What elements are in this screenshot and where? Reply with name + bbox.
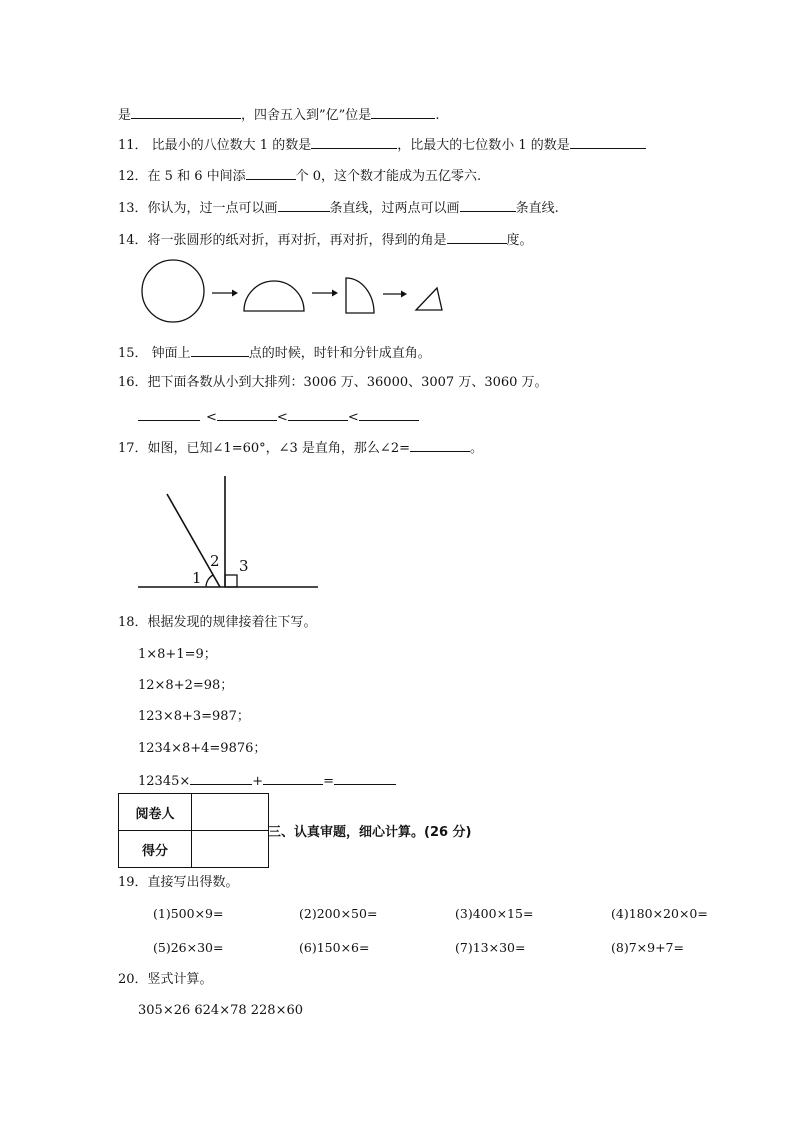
q16-line <box>118 374 548 392</box>
calc-item-2: (2)200×50= <box>299 906 378 921</box>
calc-item-6: (6)150×6= <box>299 940 370 955</box>
q19-line <box>118 874 239 892</box>
q18-row-3: 123×8+3=987； <box>138 709 250 724</box>
q16-lt-3: < <box>347 410 359 425</box>
q13-text-3: 条直线. <box>515 201 559 216</box>
q18-blank-2[interactable] <box>263 771 323 785</box>
right-angle-mark <box>225 575 237 587</box>
angle-label-2: 2 <box>210 552 220 570</box>
q16-blank-1[interactable] <box>138 407 200 421</box>
q16-order-row <box>138 407 419 427</box>
calc-item-7: (7)13×30= <box>455 940 526 955</box>
reviewer-cell[interactable] <box>192 794 269 831</box>
q20-line <box>118 971 213 989</box>
q19-text-1: 19．直接写出得数。 <box>118 875 239 890</box>
q17-line <box>118 438 483 458</box>
q18-blank-1[interactable] <box>190 771 252 785</box>
arrow-icon-1 <box>212 290 238 297</box>
q17-text-1: 17．如图，已知∠1=60°，∠3 是直角，那么∠2= <box>118 441 410 456</box>
q16-lt-1: < <box>206 410 217 425</box>
q10-blank-1[interactable] <box>131 105 241 119</box>
q20-items: 305×26 624×78 228×60 <box>138 1003 304 1018</box>
q11-blank-1[interactable] <box>311 135 397 149</box>
q14-line <box>118 230 533 250</box>
q14-text-2: 度。 <box>506 233 533 248</box>
q18-line <box>118 614 317 632</box>
q11-line <box>118 135 646 155</box>
q16-blank-4[interactable] <box>359 407 419 421</box>
q18-last-a: 12345× <box>138 774 191 789</box>
q11-text-1: 11． 比最小的八位数大 1 的数是 <box>118 138 312 153</box>
angle-1-arc <box>206 575 213 587</box>
q17-blank-1[interactable] <box>410 438 470 452</box>
arrow-icon-2 <box>312 290 338 297</box>
q15-text-2: 点的时候，时针和分针成直角。 <box>248 346 431 361</box>
q14-text-1: 14．将一张圆形的纸对折，再对折，再对折，得到的角是 <box>118 233 447 248</box>
angle-label-1: 1 <box>192 569 202 587</box>
calc-item-4: (4)180×20×0= <box>611 906 708 921</box>
q13-blank-1[interactable] <box>278 198 330 212</box>
q18-last-b: + <box>252 774 264 789</box>
q13-blank-2[interactable] <box>460 198 516 212</box>
q15-line <box>118 343 431 363</box>
angle-figure <box>136 474 322 592</box>
q14-blank-1[interactable] <box>447 230 507 244</box>
score-label: 得分 <box>119 831 192 868</box>
q10-text-2: ，四舍五入到”亿”位是 <box>241 108 372 123</box>
q12-blank-1[interactable] <box>246 166 296 180</box>
folding-figure <box>136 254 456 328</box>
half-circle <box>244 281 304 311</box>
q15-text-1: 15． 钟面上 <box>118 346 191 361</box>
section-title: 三、认真审题，细心计算。(26 分) <box>268 825 472 840</box>
angle-label-3: 3 <box>239 557 249 575</box>
arrow-icon-3 <box>383 291 407 298</box>
q13-line <box>118 198 559 218</box>
q16-blank-3[interactable] <box>288 407 348 421</box>
calc-item-3: (3)400×15= <box>455 906 534 921</box>
q16-blank-2[interactable] <box>217 407 277 421</box>
q13-text-1: 13．你认为，过一点可以画 <box>118 201 278 216</box>
q17-text-2: 。 <box>470 441 484 456</box>
q18-text-1: 18．根据发现的规律接着往下写。 <box>118 615 317 630</box>
score-cell[interactable] <box>192 831 269 868</box>
q15-blank-1[interactable] <box>191 343 249 357</box>
q18-last-c: = <box>323 774 335 789</box>
q12-text-1: 12．在 5 和 6 中间添 <box>118 169 246 184</box>
q12-line <box>118 166 481 186</box>
full-circle <box>142 260 204 322</box>
q16-lt-2: < <box>276 410 288 425</box>
q20-text-1: 20．竖式计算。 <box>118 972 213 987</box>
q13-text-2: 条直线，过两点可以画 <box>329 201 460 216</box>
q10-line <box>118 105 439 125</box>
eighth-circle <box>416 288 442 310</box>
q11-blank-2[interactable] <box>570 135 646 149</box>
q10-text-1: 是 <box>118 108 132 123</box>
q16-text-1: 16．把下面各数从小到大排列：3006 万、36000、3007 万、3060 万。 <box>118 375 548 390</box>
quarter-circle <box>346 278 374 313</box>
q12-text-2: 个 0，这个数才能成为五亿零六. <box>295 169 482 184</box>
calc-item-5: (5)26×30= <box>153 940 224 955</box>
q18-row-2: 12×8+2=98； <box>138 678 234 693</box>
q10-blank-2[interactable] <box>371 105 435 119</box>
calc-item-1: (1)500×9= <box>153 906 224 921</box>
q18-row-1: 1×8+1=9； <box>138 647 217 662</box>
reviewer-label: 阅卷人 <box>119 794 192 831</box>
q18-row-5 <box>138 771 396 791</box>
calc-item-8: (8)7×9+7= <box>611 940 684 955</box>
q10-text-3: . <box>435 108 440 123</box>
q18-blank-3[interactable] <box>334 771 396 785</box>
q11-text-2: ，比最大的七位数小 1 的数是 <box>397 138 570 153</box>
q18-row-4: 1234×8+4=9876； <box>138 741 267 756</box>
score-table <box>118 793 269 868</box>
